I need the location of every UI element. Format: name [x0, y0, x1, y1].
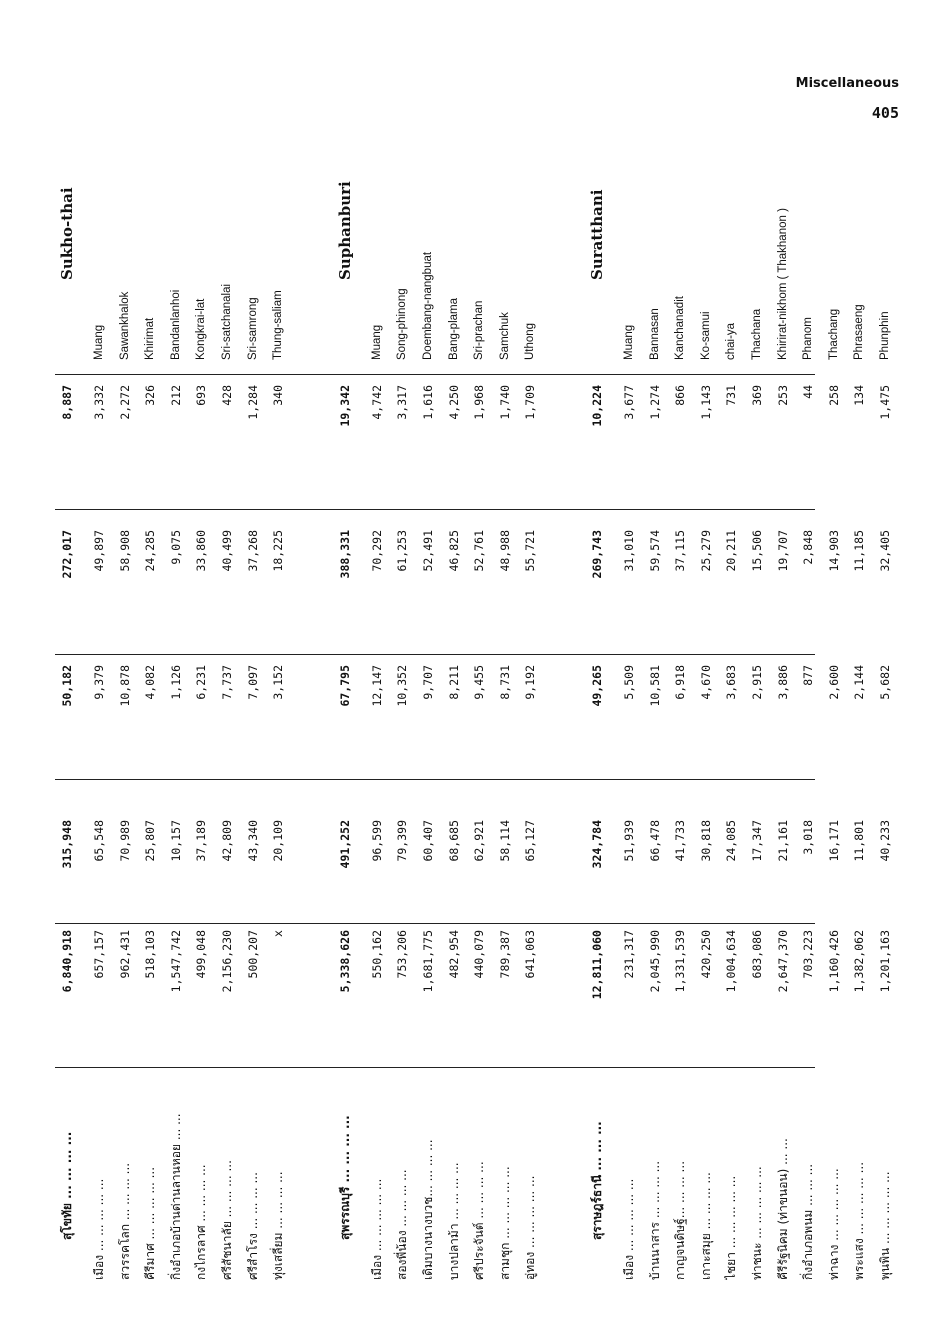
value-col-4: 24,285	[143, 530, 158, 572]
value-col-5: 428	[220, 385, 234, 406]
thai-name: สวรรคโลก ... ... ... ...	[117, 1162, 132, 1280]
thai-name: สามชุก ... ... ... ... ...	[497, 1166, 512, 1280]
value-col-3: 2,915	[749, 665, 764, 700]
value-col-1: 1,201,163	[877, 930, 892, 993]
english-name: Phanom	[802, 317, 815, 360]
value-col-5: 1,968	[472, 385, 487, 420]
value-col-5: 134	[852, 385, 867, 406]
thai-name: เกาะสมุย ... ... ... ...	[698, 1172, 713, 1280]
value-col-1: 1,681,775	[420, 930, 435, 993]
district-row	[518, 50, 542, 1280]
district-row	[847, 50, 871, 1280]
district-row	[643, 50, 667, 1280]
english-name: Bang-plama	[447, 297, 460, 360]
district-row	[493, 50, 517, 1280]
value-col-2: 491,252	[337, 820, 352, 869]
english-name: Muang	[622, 324, 635, 360]
value-col-4: 49,897	[92, 530, 106, 572]
value-col-1: 499,048	[194, 930, 209, 979]
district-row	[745, 50, 769, 1280]
english-name: chai-ya	[725, 322, 738, 360]
value-col-3: 3,683	[724, 665, 739, 700]
thai-name: ศรีสำโรง ... ... ... ...	[245, 1172, 260, 1280]
value-col-2: 42,809	[220, 820, 234, 862]
english-name: Bandanlanhoi	[169, 289, 182, 360]
value-col-2: 65,127	[523, 820, 538, 862]
value-col-5: 1,616	[420, 385, 435, 420]
value-col-5: 1,284	[245, 385, 260, 420]
value-col-3: 877	[801, 665, 816, 686]
district-row	[390, 50, 414, 1280]
value-col-4: 46,825	[446, 530, 461, 572]
thai-name: ศรีสัชนาลัย ... ... ... ...	[220, 1160, 234, 1280]
value-col-1: 440,079	[472, 930, 487, 979]
value-col-4: 31,010	[621, 530, 636, 572]
thai-name: กาญจนดิษฐ์... ... ... ...	[673, 1160, 688, 1280]
value-col-4: 18,225	[271, 530, 286, 572]
value-col-4: 61,253	[395, 530, 410, 572]
value-col-1: 482,954	[446, 930, 461, 979]
value-col-4: 2,848	[801, 530, 816, 565]
value-col-1: 962,431	[117, 930, 132, 979]
thai-name: สุโขทัย ... ... ... ...	[60, 1131, 74, 1240]
english-name: Muang	[93, 324, 105, 360]
english-name: Khirimat	[144, 317, 157, 360]
value-col-3: 3,886	[775, 665, 790, 700]
value-col-2: 10,157	[168, 820, 183, 862]
value-col-2: 41,733	[673, 820, 688, 862]
value-col-2: 79,399	[395, 820, 410, 862]
district-row	[694, 50, 718, 1280]
english-name: Bannasan	[648, 308, 661, 360]
value-col-3: 67,795	[337, 665, 352, 707]
english-name: Sawankhalok	[118, 291, 131, 360]
district-row	[164, 50, 188, 1280]
value-col-4: 58,908	[117, 530, 132, 572]
value-col-4: 37,115	[673, 530, 688, 572]
value-col-5: 3,677	[621, 385, 636, 420]
english-name: Suphanburi	[335, 181, 354, 280]
thai-name: บ้านนาสาร ... ... ... ...	[647, 1160, 662, 1280]
value-col-5: 10,224	[589, 385, 604, 427]
value-col-5: 4,250	[446, 385, 461, 420]
thai-name: เมือง ... ... ... ... ...	[621, 1178, 636, 1280]
district-row	[138, 50, 162, 1280]
value-col-2: 58,114	[497, 820, 512, 862]
value-col-3: 7,737	[220, 665, 234, 700]
value-col-4: 59,574	[647, 530, 662, 572]
thai-name: คีรีมาศ ... ... ... ... ...	[143, 1166, 158, 1280]
value-col-1: 683,086	[749, 930, 764, 979]
value-col-3: 6,231	[194, 665, 209, 700]
value-col-2: 11,801	[852, 820, 867, 862]
district-row	[241, 50, 265, 1280]
value-col-3: 12,147	[369, 665, 384, 707]
value-col-5: 8,887	[60, 385, 74, 420]
english-name: Sri-satchanalai	[221, 283, 233, 360]
english-name: Samchuk	[498, 312, 511, 360]
district-row	[87, 50, 111, 1280]
english-name: Thung-saliam	[272, 290, 285, 360]
value-col-2: 24,085	[724, 820, 739, 862]
value-col-3: 9,192	[523, 665, 538, 700]
value-col-5: 4,742	[369, 385, 384, 420]
thai-name: ศรีประจันต์ ... ... ... ...	[472, 1161, 487, 1280]
thai-name: สองพี่น้อง ... ... ... ...	[395, 1169, 410, 1280]
value-col-4: 33,860	[194, 530, 209, 572]
value-col-4: 20,211	[724, 530, 739, 572]
value-col-2: 60,407	[420, 820, 435, 862]
value-col-5: 19,342	[337, 385, 352, 427]
value-col-2: 20,109	[271, 820, 286, 862]
thai-name: เดิมบางนางบวช... ... ... ...	[420, 1139, 435, 1280]
english-name: Sri-samrong	[246, 297, 259, 360]
value-col-1: 1,160,426	[826, 930, 841, 993]
value-col-4: 40,499	[220, 530, 234, 572]
english-name: Ko-samui	[699, 311, 712, 360]
value-col-3: 5,509	[621, 665, 636, 700]
english-name: Suratthani	[587, 189, 606, 280]
value-col-3: 2,600	[826, 665, 841, 700]
english-name: Song-phinong	[396, 288, 409, 360]
value-col-3: 8,211	[446, 665, 461, 700]
value-col-3: 50,182	[60, 665, 74, 707]
value-col-1: 2,156,230	[220, 930, 234, 993]
value-col-3: 1,126	[168, 665, 183, 700]
value-col-3: 49,265	[589, 665, 604, 707]
value-col-2: 40,233	[877, 820, 892, 862]
value-col-5: 866	[673, 385, 688, 406]
value-col-4: 15,506	[749, 530, 764, 572]
thai-name: เมือง ... ... ... ... ...	[92, 1178, 106, 1280]
value-col-5: 340	[271, 385, 286, 406]
value-col-1: 518,103	[143, 930, 158, 979]
value-col-4: 70,292	[369, 530, 384, 572]
value-col-2: 96,599	[369, 820, 384, 862]
value-col-1: 231,317	[621, 930, 636, 979]
thai-name: ท่าฉาง ... ... ... ... ...	[826, 1168, 841, 1280]
value-col-3: 9,707	[420, 665, 435, 700]
district-row	[189, 50, 213, 1280]
thai-name: กิ่งอำเภอพนม ... ... ...	[801, 1163, 816, 1280]
district-row	[822, 50, 846, 1280]
value-col-4: 11,185	[852, 530, 867, 572]
value-col-2: 43,340	[245, 820, 260, 862]
value-col-1: 420,250	[698, 930, 713, 979]
value-col-4: 32,405	[877, 530, 892, 572]
english-name: Khirirat-nikhom ( Thakhanon )	[776, 208, 789, 360]
value-col-2: 65,548	[92, 820, 106, 862]
district-row	[771, 50, 795, 1280]
value-col-1: 12,811,060	[589, 930, 604, 1000]
value-col-4: 9,075	[168, 530, 183, 565]
district-row	[668, 50, 692, 1280]
value-col-2: 68,685	[446, 820, 461, 862]
district-row	[442, 50, 466, 1280]
english-name: Uthong	[524, 322, 537, 360]
value-col-3: 7,097	[245, 665, 260, 700]
value-col-4: 272,017	[60, 530, 74, 579]
value-col-3: 9,455	[472, 665, 487, 700]
district-row	[215, 50, 239, 1280]
thai-name: พุนพิน ... ... ... ... ...	[877, 1171, 892, 1280]
english-name: Sukho-thai	[58, 187, 76, 280]
value-col-3: 10,352	[395, 665, 410, 707]
value-col-1: 2,045,990	[647, 930, 662, 993]
thai-name: กิ่งอำเภอบ้านด่านลานหอย ... ...	[168, 1113, 183, 1280]
province-total-row	[333, 50, 357, 1280]
english-name: Thachang	[827, 308, 840, 360]
value-col-1: 753,206	[395, 930, 410, 979]
value-col-2: 315,948	[60, 820, 74, 869]
value-col-1: 6,840,918	[60, 930, 74, 993]
value-col-1: 1,004,634	[724, 930, 739, 993]
value-col-4: 14,903	[826, 530, 841, 572]
value-col-5: 3,317	[395, 385, 410, 420]
thai-name: ไชยา ... ... ... ... ...	[724, 1175, 739, 1280]
value-col-2: 21,161	[775, 820, 790, 862]
value-col-5: 253	[775, 385, 790, 406]
value-col-1: 1,382,062	[852, 930, 867, 993]
value-col-4: 269,743	[589, 530, 604, 579]
value-col-2: 25,807	[143, 820, 158, 862]
value-col-5: 1,475	[877, 385, 892, 420]
english-name: Doembang-nangbuat	[421, 251, 434, 360]
district-row	[617, 50, 641, 1280]
value-col-5: 3,332	[92, 385, 106, 420]
value-col-4: 19,707	[775, 530, 790, 572]
value-col-5: 44	[801, 385, 816, 399]
value-col-3: 3,152	[271, 665, 286, 700]
thai-name: คีรีรัฐนิคม (ท่าขนอน) ... ...	[775, 1138, 790, 1280]
thai-name: ทุ่งเสลี่ยม ... ... ... ...	[271, 1171, 286, 1280]
value-col-2: 62,921	[472, 820, 487, 862]
value-col-5: 1,740	[497, 385, 512, 420]
value-col-4: 388,331	[337, 530, 352, 579]
value-col-1: 789,387	[497, 930, 512, 979]
page-number: 405	[871, 104, 899, 122]
value-col-4: 52,491	[420, 530, 435, 572]
value-col-2: 17,347	[749, 820, 764, 862]
value-col-3: 4,082	[143, 665, 158, 700]
english-name: Kanchanadit	[674, 296, 687, 360]
rotated-table	[55, 50, 915, 1280]
district-row	[365, 50, 389, 1280]
district-row	[113, 50, 137, 1280]
value-col-5: 1,274	[647, 385, 662, 420]
value-col-1: 1,331,539	[673, 930, 688, 993]
province-total-row	[55, 50, 79, 1280]
value-col-2: 30,818	[698, 820, 713, 862]
value-col-5: 1,709	[523, 385, 538, 420]
district-row	[266, 50, 290, 1280]
district-row	[796, 50, 820, 1280]
value-col-5: 326	[143, 385, 158, 406]
value-col-3: 8,731	[497, 665, 512, 700]
value-col-1: 703,223	[801, 930, 816, 979]
value-col-3: 9,379	[92, 665, 106, 700]
value-col-3: 2,144	[852, 665, 867, 700]
value-col-4: 25,279	[698, 530, 713, 572]
thai-name: พระแสง ... ... ... ... ...	[852, 1161, 867, 1280]
english-name: Thachana	[750, 308, 763, 360]
thai-name: อู่ทอง ... ... ... ... ...	[523, 1175, 538, 1280]
value-col-5: 731	[724, 385, 739, 406]
value-col-3: 10,878	[117, 665, 132, 707]
province-total-row	[585, 50, 609, 1280]
value-col-5: 693	[194, 385, 209, 406]
value-col-2: 324,784	[589, 820, 604, 869]
value-col-3: 5,682	[877, 665, 892, 700]
value-col-1: 5,338,626	[337, 930, 352, 993]
district-row	[873, 50, 897, 1280]
section-title: Miscellaneous	[795, 76, 899, 91]
english-name: Kongkrai-lat	[195, 298, 208, 360]
value-col-5: 369	[749, 385, 764, 406]
value-col-5: 1,143	[698, 385, 713, 420]
value-col-1: 641,063	[523, 930, 538, 979]
value-col-5: 212	[168, 385, 183, 406]
value-col-1: x	[271, 930, 286, 937]
value-col-4: 48,988	[497, 530, 512, 572]
value-col-5: 258	[826, 385, 841, 406]
value-col-1: 2,647,370	[775, 930, 790, 993]
thai-name: สุราษฎร์ธานี ... ... ...	[589, 1121, 604, 1240]
value-col-1: 657,157	[92, 930, 106, 979]
english-name: Sri-prachan	[473, 300, 486, 360]
english-name: Muang	[370, 324, 383, 360]
thai-name: สุพรรณบุรี ... ... ... ...	[337, 1115, 352, 1240]
value-col-1: 1,547,742	[168, 930, 183, 993]
value-col-4: 37,268	[245, 530, 260, 572]
thai-name: เมือง ... ... ... ... ...	[369, 1178, 384, 1280]
value-col-3: 6,918	[673, 665, 688, 700]
district-row	[416, 50, 440, 1280]
district-row	[719, 50, 743, 1280]
value-col-2: 3,018	[801, 820, 816, 855]
value-col-2: 16,171	[826, 820, 841, 862]
district-row	[467, 50, 491, 1280]
value-col-2: 66,478	[647, 820, 662, 862]
value-col-5: 2,272	[117, 385, 132, 420]
thai-name: ท่าชนะ ... ... ... ... ...	[749, 1166, 764, 1280]
value-col-3: 4,670	[698, 665, 713, 700]
value-col-1: 500,207	[245, 930, 260, 979]
value-col-2: 37,189	[194, 820, 209, 862]
value-col-1: 550,162	[369, 930, 384, 979]
english-name: Phunphin	[878, 311, 891, 360]
value-col-2: 70,989	[117, 820, 132, 862]
english-name: Phrasaeng	[853, 304, 866, 360]
value-col-4: 52,761	[472, 530, 487, 572]
value-col-3: 10,581	[647, 665, 662, 707]
thai-name: กงไกรลาศ ... ... ... ...	[194, 1164, 209, 1280]
value-col-4: 55,721	[523, 530, 538, 572]
value-col-2: 51,939	[621, 820, 636, 862]
thai-name: บางปลาม้า ... ... ... ...	[446, 1162, 461, 1280]
